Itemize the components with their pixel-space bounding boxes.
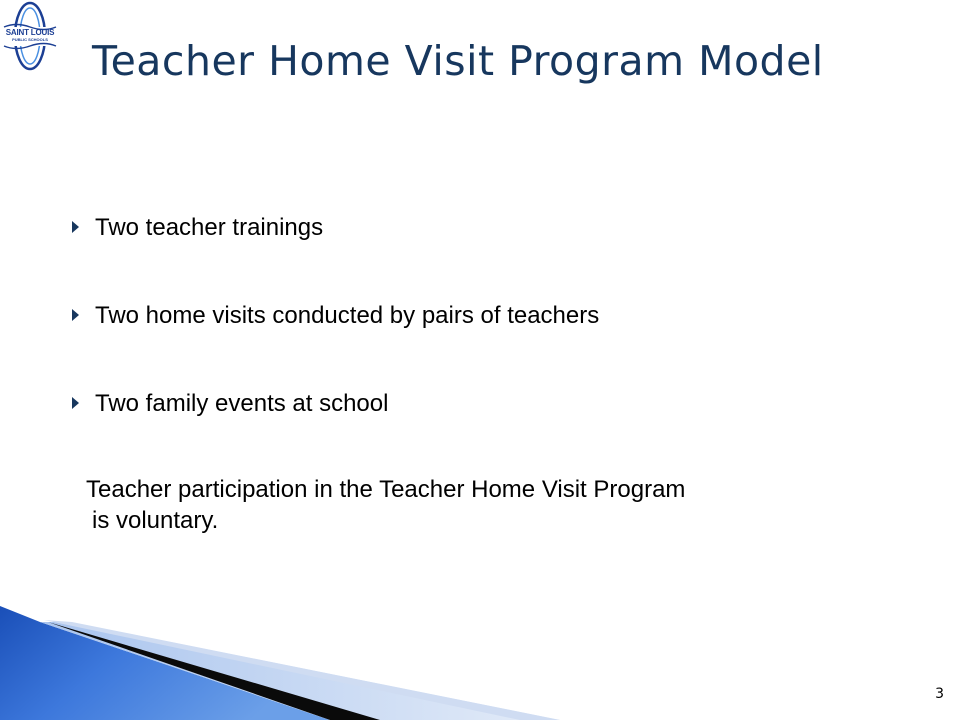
triangle-bullet-icon <box>72 221 79 233</box>
triangle-bullet-icon <box>72 397 79 409</box>
saint-louis-public-schools-logo <box>2 0 58 72</box>
bullet-item <box>72 208 912 248</box>
note-line-2: is voluntary. <box>92 507 219 534</box>
slide-title: Teacher Home Visit Program Model <box>92 37 824 85</box>
bullet-text: Two teacher trainings <box>95 214 324 241</box>
blue-wave-decoration <box>0 570 960 720</box>
bullet-text: Two home visits conducted by pairs of teachers <box>95 302 600 329</box>
triangle-bullet-icon <box>72 309 79 321</box>
voluntary-note <box>82 474 882 536</box>
page-number: 3 <box>935 686 944 702</box>
logo-main-text: SAINT LOUIS <box>5 28 55 37</box>
bullet-item <box>72 384 912 424</box>
bullet-text: Two family events at school <box>95 390 389 417</box>
bullet-item <box>72 296 912 336</box>
note-line-1: Teacher participation in the Teacher Home Visit Program <box>86 476 686 503</box>
logo-sub-text: PUBLIC SCHOOLS <box>12 37 48 42</box>
